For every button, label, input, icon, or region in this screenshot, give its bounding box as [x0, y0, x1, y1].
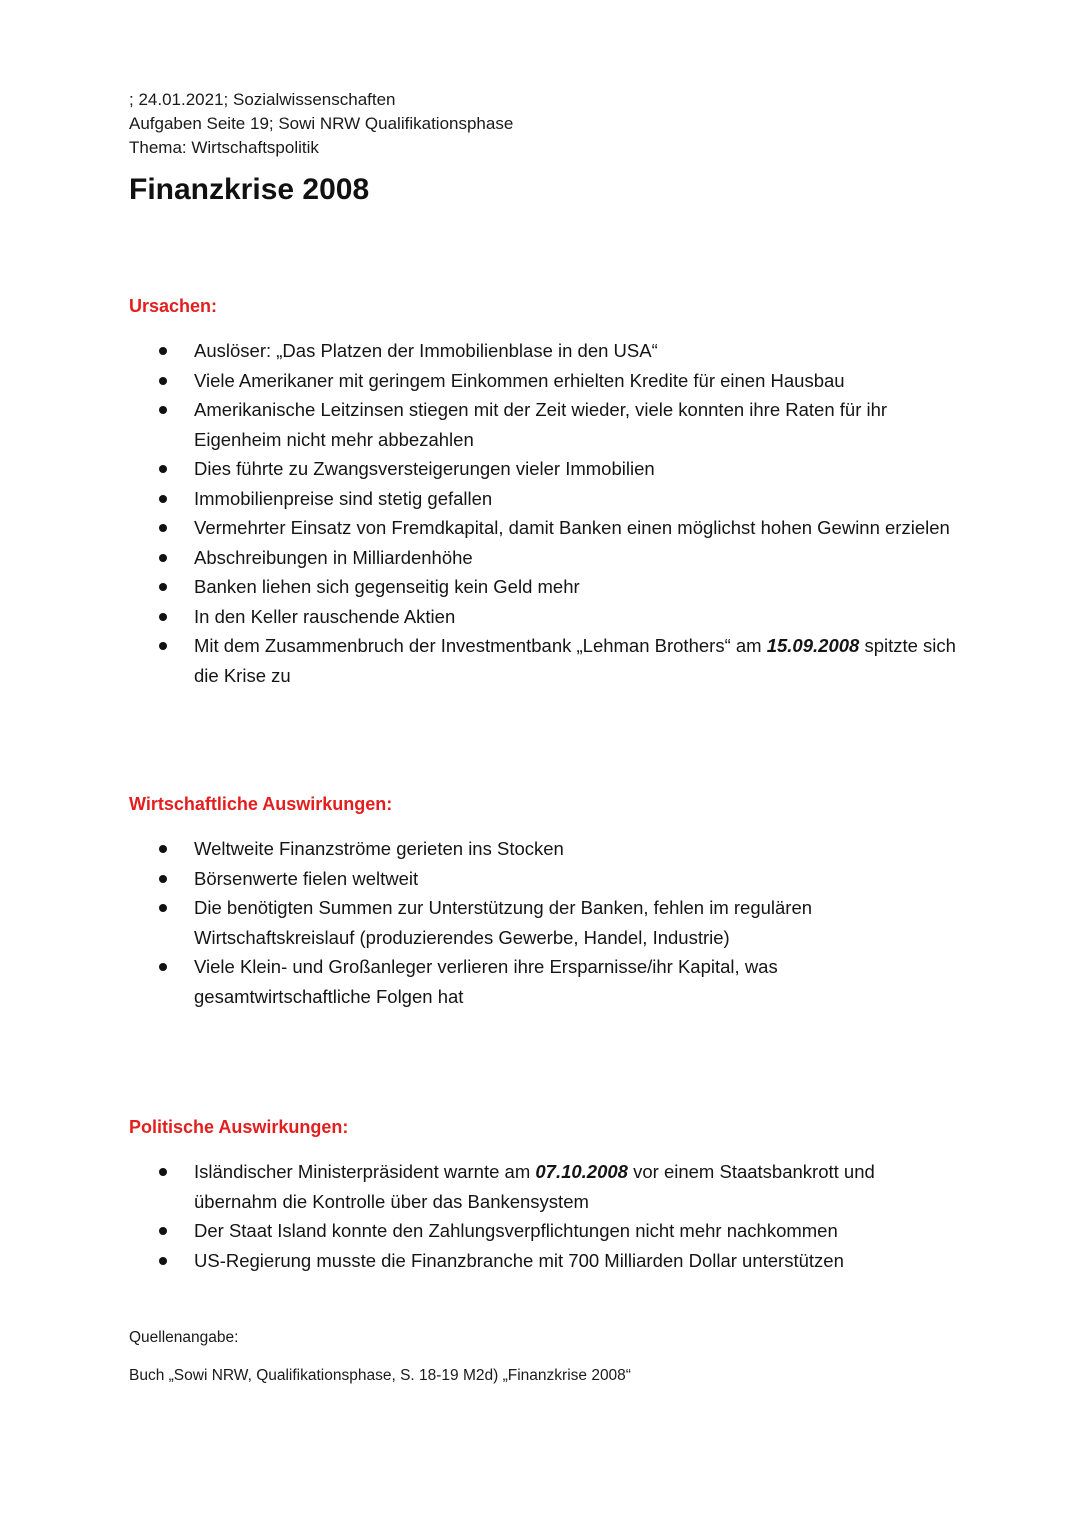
bullet-icon — [159, 495, 167, 503]
list-item-text: Amerikanische Leitzinsen stiegen mit der Zeit wieder, viele konnten ihre Raten für ihr Eigenheim nicht mehr abbezahlen — [194, 399, 888, 450]
list-item-text: Die benötigten Summen zur Unterstützung der Banken, fehlen im regulären Wirtschaftskreislauf (produzierendes Gewerbe, Handel, Industrie) — [194, 897, 813, 948]
list-item — [129, 366, 959, 396]
header-assignment: Aufgaben Seite 19; Sowi NRW Qualifikationsphase — [129, 114, 514, 133]
header-date-subject: ; 24.01.2021; Sozialwissenschaften — [129, 90, 396, 109]
list-item-lehman — [129, 631, 959, 690]
bullet-icon — [159, 845, 167, 853]
list-item — [129, 952, 959, 1011]
bullet-icon — [159, 406, 167, 414]
bullet-icon — [159, 583, 167, 591]
list-item — [129, 484, 959, 514]
list-item-text: In den Keller rauschende Aktien — [194, 605, 456, 627]
iceland-text-after: vor einem Staatsbankrott und übernahm die Kontrolle über das Bankensystem — [194, 1161, 875, 1212]
bullet-icon — [159, 613, 167, 621]
causes-list — [129, 336, 959, 690]
political-list — [129, 1157, 959, 1275]
list-item — [129, 572, 959, 602]
list-item — [129, 834, 959, 864]
list-item-text: Börsenwerte fielen weltweit — [194, 867, 419, 889]
list-item-text: Dies führte zu Zwangsversteigerungen vieler Immobilien — [194, 458, 655, 479]
list-item — [129, 864, 959, 894]
political-heading: Politische Auswirkungen: — [129, 1117, 349, 1137]
economic-heading: Wirtschaftliche Auswirkungen: — [129, 794, 393, 814]
document-page — [129, 88, 959, 1387]
list-item — [129, 336, 959, 366]
list-item-text: US-Regierung musste die Finanzbranche mit 700 Milliarden Dollar unterstützen — [194, 1249, 844, 1271]
bullet-icon — [159, 524, 167, 532]
iceland-date: 07.10.2008 — [535, 1161, 628, 1182]
causes-heading: Ursachen: — [129, 296, 218, 316]
list-item — [129, 513, 959, 543]
bullet-icon — [159, 554, 167, 562]
list-item-text: Weltweite Finanzströme gerieten ins Stocken — [194, 838, 564, 859]
list-item-text: Abschreibungen in Milliardenhöhe — [194, 546, 473, 568]
bullet-icon — [159, 1168, 167, 1176]
bullet-icon — [159, 347, 167, 355]
bullet-icon — [159, 1257, 167, 1265]
bullet-icon — [159, 963, 167, 971]
list-item-text: Auslöser: „Das Platzen der Immobilienblase in den USA“ — [194, 340, 658, 361]
bullet-icon — [159, 1227, 167, 1235]
iceland-text-before: Isländischer Ministerpräsident warnte am — [194, 1161, 536, 1182]
source-label: Quellenangabe: — [129, 1329, 239, 1346]
economic-list — [129, 834, 959, 1011]
list-item — [129, 602, 959, 632]
list-item-iceland — [129, 1157, 959, 1216]
bullet-icon — [159, 875, 167, 883]
list-item — [129, 1216, 959, 1246]
source-text: Buch „Sowi NRW, Qualifikationsphase, S. 18-19 M2d) „Finanzkrise 2008“ — [129, 1367, 631, 1384]
list-item-text: Immobilienpreise sind stetig gefallen — [194, 487, 493, 509]
list-item — [129, 543, 959, 573]
list-item-text: Der Staat Island konnte den Zahlungsverpflichtungen nicht mehr nachkommen — [194, 1220, 838, 1241]
list-item — [129, 395, 959, 454]
list-item-text: Viele Klein- und Großanleger verlieren ihre Ersparnisse/ihr Kapital, was gesamtwirtschaftliche Folgen hat — [194, 956, 778, 1007]
list-item-text: Vermehrter Einsatz von Fremdkapital, damit Banken einen möglichst hohen Gewinn erzielen — [194, 517, 950, 538]
header-topic: Thema: Wirtschaftspolitik — [129, 138, 319, 157]
page-title: Finanzkrise 2008 — [129, 173, 370, 206]
lehman-text-before: Mit dem Zusammenbruch der Investmentbank „Lehman Brothers“ am — [194, 635, 767, 656]
list-item — [129, 893, 959, 952]
list-item-text: Banken liehen sich gegenseitig kein Geld mehr — [194, 576, 580, 597]
lehman-date: 15.09.2008 — [766, 635, 860, 656]
bullet-icon — [159, 377, 167, 385]
list-item-text: Viele Amerikaner mit geringem Einkommen erhielten Kredite für einen Hausbau — [194, 369, 845, 391]
bullet-icon — [159, 465, 167, 473]
bullet-icon — [159, 642, 167, 650]
list-item — [129, 454, 959, 484]
list-item — [129, 1246, 959, 1276]
bullet-icon — [159, 904, 167, 912]
lehman-text-after: spitzte sich die Krise zu — [194, 635, 956, 686]
